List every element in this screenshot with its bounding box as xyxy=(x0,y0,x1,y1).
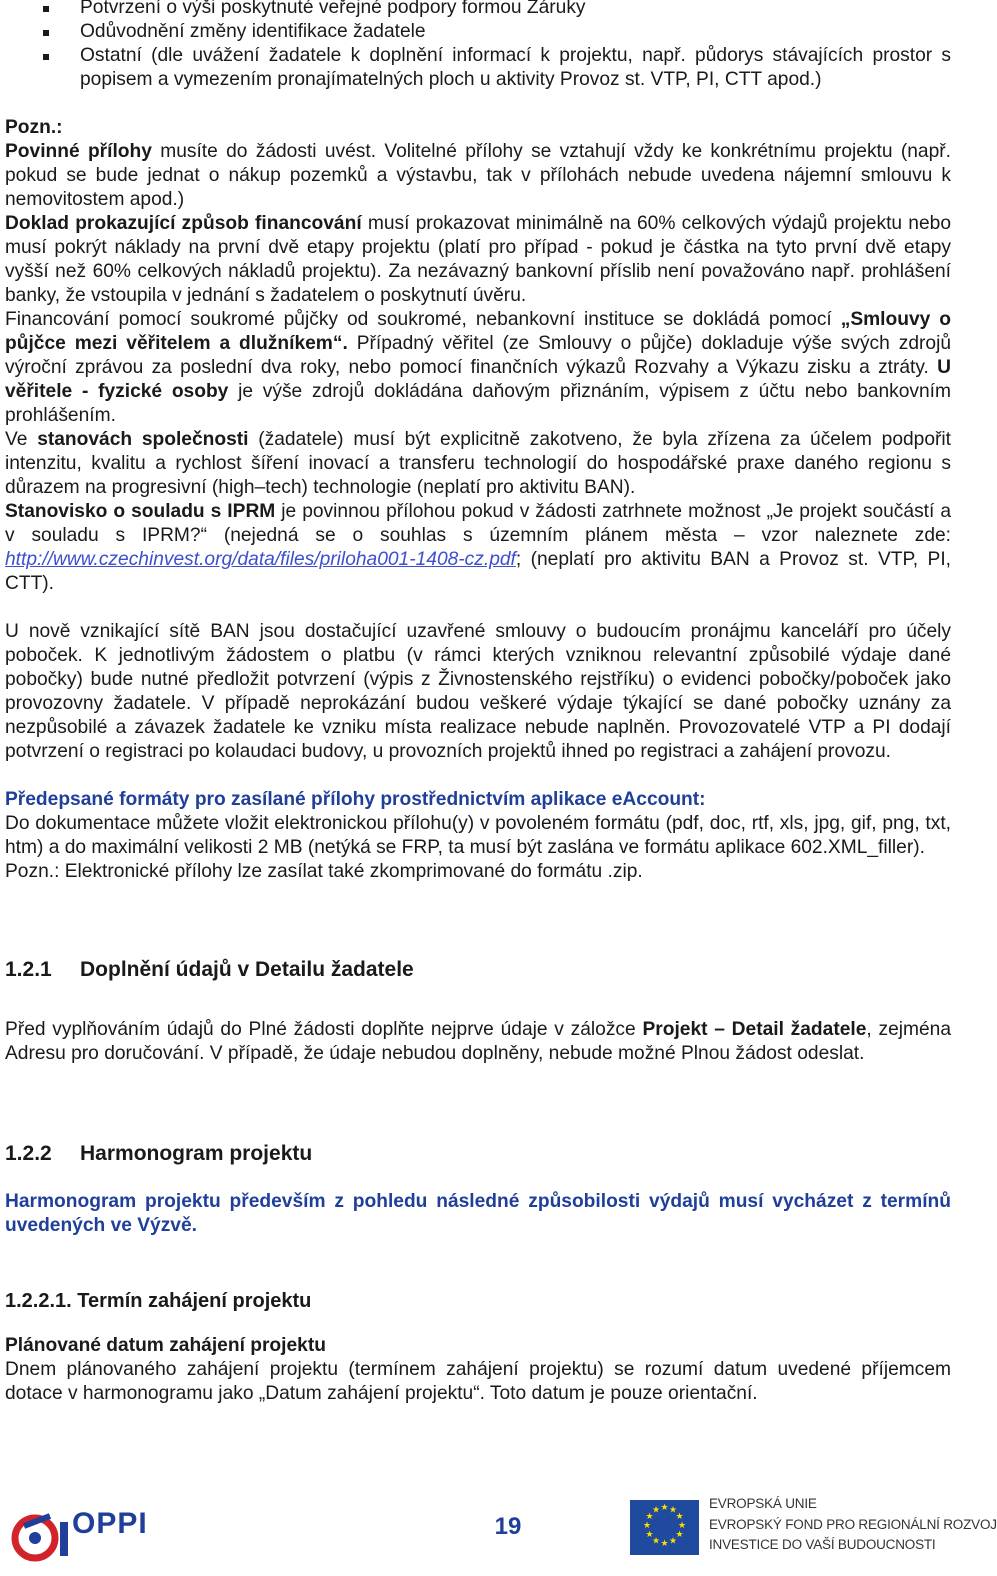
svg-text:★: ★ xyxy=(645,1512,654,1522)
eu-line: EVROPSKÁ UNIE xyxy=(709,1496,817,1511)
svg-text:★: ★ xyxy=(675,1530,684,1540)
svg-text:★: ★ xyxy=(651,1536,661,1547)
eu-line: EVROPSKÝ FOND PRO REGIONÁLNÍ ROZVOJ xyxy=(709,1516,997,1532)
list-item: Potvrzení o výši poskytnuté veřejné podpory formou Záruky xyxy=(5,0,951,20)
eu-flag-icon xyxy=(630,1500,699,1555)
note-label: Pozn.: xyxy=(5,117,63,138)
svg-text:★: ★ xyxy=(668,1536,678,1547)
planned-start-body: Dnem plánovaného zahájení projektu (termínem zahájení projektu) se rozumí datum uvedené příjemcem dotace v harmonogramu jako „Datum zahájení projektu“. Toto datum je pouze orientační. xyxy=(5,1359,951,1404)
svg-text:★: ★ xyxy=(642,1521,652,1531)
svg-text:★: ★ xyxy=(677,1521,687,1531)
svg-text:★: ★ xyxy=(660,1539,669,1549)
note-paragraph-financing: Doklad prokazující způsob financování musí prokazovat minimálně na 60% celkových výdajů projektu nebo musí pokrýt náklady na první dvě etapy projektu (platí pro případ - pokud je částka na tyto první dvě etapy vyšší než 60% celkových nákladů projektu). Za nezávazný bankovní příslib není považováno např. prohlášení banky, že vstoupila v jednání s žadatelem o poskytnutí úvěru. xyxy=(5,213,951,306)
section-heading-1-2-2-1: 1.2.2.1. Termín zahájení projektu xyxy=(5,1290,312,1312)
document-page xyxy=(5,0,951,1406)
ban-paragraph: U nově vznikající sítě BAN jsou dostačující uzavřené smlouvy o budoucím pronájmu kanceláří pro účely poboček. K jednotlivým žádostem o platbu (v rámci kterých vzniknou relevantní způsobilé výdaje dané pobočky) bude nutné předložit potvrzení (výpis z Živnostenského rejstříku) o evidenci pobočky/poboček jako provozovny žadatele. V případě neprokázání budou veškeré výdaje týkající se dané pobočky uznány za nezpůsobilé a závazek žadatele ke vzniku místa realizace nebude naplněn. Provozovatelé VTP a PI dodají potvrzení o registraci po kolaudaci budovy, u provozních projektů ihned po registraci a zahájení provozu. xyxy=(5,621,951,762)
svg-text:★: ★ xyxy=(668,1505,678,1516)
note-paragraph-loan: Financování pomocí soukromé půjčky od soukromé, nebankovní instituce se dokládá pomocí „Smlouvy o půjčce mezi věřitelem a dlužníkem“. Případný věřitel (ze Smlouvy o půjče) dokladuje výše svých zdrojů výroční zprávou za poslední dva roky, nebo pomocí finančních výkazů Rozvahy a Výkazu zisku a ztráty. U věřitele - fyzické osoby je výše zdrojů dokládána daňovým přiznáním, výpisem z účtu nebo bankovním prohlášením. xyxy=(5,309,951,426)
list-item: Odůvodnění změny identifikace žadatele xyxy=(5,20,951,44)
svg-text:★: ★ xyxy=(651,1505,661,1516)
formats-note: Pozn.: Elektronické přílohy lze zasílat také zkomprimované do formátu .zip. xyxy=(5,861,643,882)
eu-funding-text xyxy=(709,1494,997,1556)
attachment-bullet-list xyxy=(5,0,951,92)
eu-line: INVESTICE DO VAŠÍ BUDOUCNOSTI xyxy=(709,1537,936,1552)
priloha-pdf-link[interactable]: http://www.czechinvest.org/data/files/priloha001-1408-cz.pdf xyxy=(5,549,516,570)
note-paragraph-iprm: Stanovisko o souladu s IPRM je povinnou přílohou pokud v žádosti zatrhnete možnost „Je projekt součástí a v souladu s IPRM?“ (nejedná se o souhlas s územním plánem města – vzor naleznete zde: http://www.czechinvest.org/data/files/priloha001-1408-cz.pdf; (neplatí pro aktivitu BAN a Provoz st. VTP, PI, CTT). xyxy=(5,501,951,594)
oppi-logo-text: OPPI xyxy=(72,1507,148,1540)
formats-heading: Předepsané formáty pro zasílané přílohy prostřednictvím aplikace eAccount: xyxy=(5,789,706,810)
page-number: 19 xyxy=(494,1513,522,1540)
note-paragraph-required: Povinné přílohy musíte do žádosti uvést. Volitelné přílohy se vztahují vždy ke konkrétnímu projektu (např. pokud se bude jednat o nákup pozemků a výstavbu, tak v přílohách nebude uvedena nájemní smlouvu k nemovitostem apod.) xyxy=(5,141,951,210)
note-paragraph-statutes: Ve stanovách společnosti (žadatele) musí být explicitně zakotveno, že byla zřízena za účelem podpořit intenzitu, kvalitu a rychlost šíření inovací a transferu technologií do hospodářské praxe daného regionu s důrazem na progresivní (high–tech) technologie (neplatí pro aktivitu BAN). xyxy=(5,429,952,498)
svg-text:★: ★ xyxy=(675,1512,684,1522)
planned-start-subheading: Plánované datum zahájení projektu xyxy=(5,1335,326,1356)
section-heading-1-2-1: 1.2.1 Doplnění údajů v Detailu žadatele xyxy=(5,958,414,981)
formats-body: Do dokumentace můžete vložit elektronickou přílohu(y) v povoleném formátu (pdf, doc, rtf, xls, jpg, gif, png, txt, htm) a do maximální velikosti 2 MB (netýká se FRP, ta musí být zaslána ve formátu aplikace 602.XML_filler). xyxy=(5,813,951,858)
section-1-2-1-body: Před vyplňováním údajů do Plné žádosti doplňte nejprve údaje v záložce Projekt – Detail žadatele, zejména Adresu pro doručování. V případě, že údaje nebudou doplněny, nebude možné Plnou žádost odeslat. xyxy=(5,1019,951,1064)
section-heading-1-2-2: 1.2.2 Harmonogram projektu xyxy=(5,1142,313,1165)
list-item: Ostatní (dle uvážení žadatele k doplnění informací k projektu, např. půdorys stávajících prostor s popisem a vymezením pronajímatelných ploch u aktivity Provoz st. VTP, PI, CTT apod.) xyxy=(5,44,951,92)
svg-text:★: ★ xyxy=(645,1530,654,1540)
svg-text:★: ★ xyxy=(660,1503,669,1513)
page-footer xyxy=(0,1494,997,1576)
section-1-2-2-highlight: Harmonogram projektu především z pohledu následné způsobilosti výdajů musí vycházet z termínů uvedených ve Výzvě. xyxy=(5,1191,951,1236)
